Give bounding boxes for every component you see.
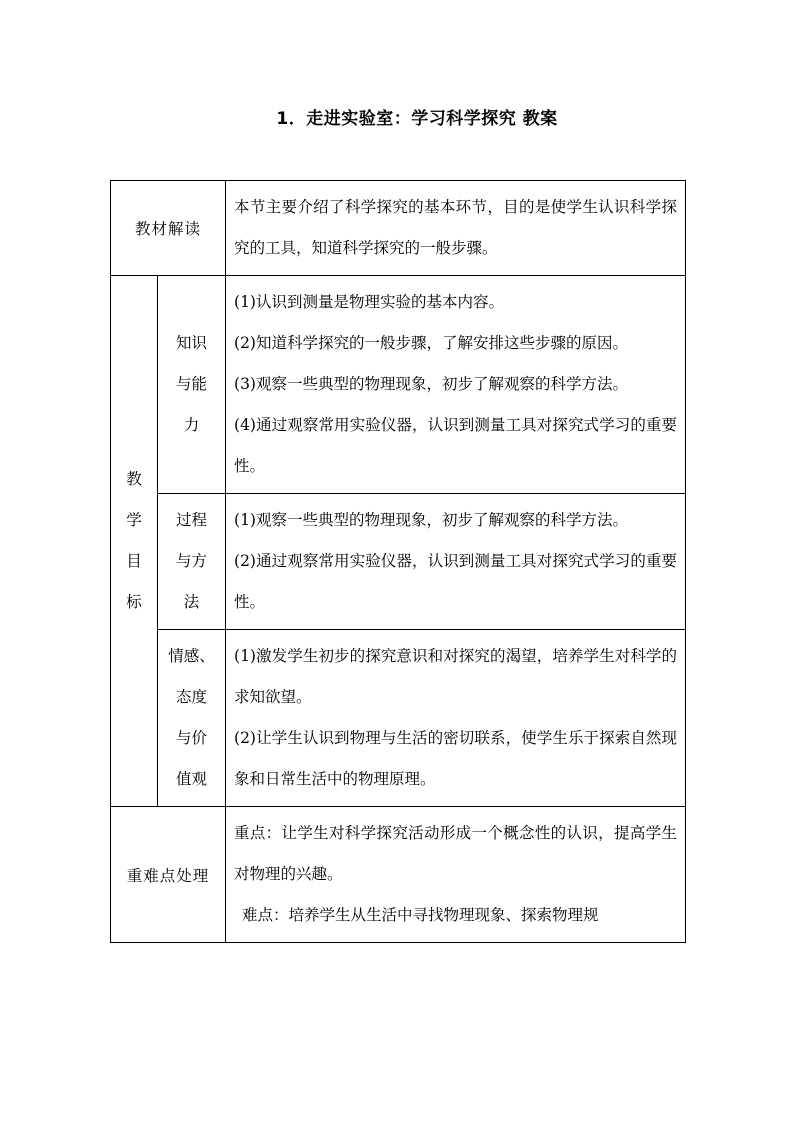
textbook-label: 教材解读 (111, 181, 226, 276)
textbook-content (226, 181, 686, 276)
objectives-label-char: 学 (126, 511, 142, 529)
row-textbook (111, 181, 686, 276)
lesson-plan-table (110, 180, 686, 943)
key-points-content (226, 807, 686, 943)
process-item: (1)观察一些典型的物理现象，初步了解观察的科学方法。 (234, 511, 628, 529)
row-key-points (111, 807, 686, 943)
process-label-line: 过程 (176, 511, 208, 529)
emotion-label (158, 630, 226, 807)
row-knowledge (111, 276, 686, 494)
key-points-label: 重难点处理 (111, 807, 226, 943)
emotion-label-line: 情感、 (168, 647, 215, 665)
emotion-label-line: 值观 (176, 770, 208, 788)
emotion-item: (1)激发学生初步的探究意识和对探究的渴望，培养学生对科学的求知欲望。 (234, 647, 678, 706)
knowledge-content (226, 276, 686, 494)
process-label-line: 法 (183, 593, 200, 611)
knowledge-item: (4)通过观察常用实验仪器，认识到测量工具对探究式学习的重要性。 (234, 416, 678, 475)
objectives-label-char: 教 (126, 470, 142, 488)
knowledge-item: (2)知道科学探究的一般步骤，了解安排这些步骤的原因。 (234, 334, 628, 352)
process-content (226, 494, 686, 630)
key-point-item: 难点：培养学生从生活中寻找物理现象、探索物理规 (242, 906, 599, 924)
page-title: 1．走进实验室：学习科学探究 教案 (276, 109, 558, 129)
objectives-label-char: 标 (126, 593, 142, 611)
emotion-content (226, 630, 686, 807)
emotion-item: (2)让学生认识到物理与生活的密切联系，使学生乐于探索自然现象和日常生活中的物理原理。 (234, 729, 678, 788)
knowledge-item: (1)认识到测量是物理实验的基本内容。 (234, 293, 504, 311)
process-label-line: 与方 (176, 552, 208, 570)
knowledge-label (158, 276, 226, 494)
objectives-label (111, 276, 158, 807)
objectives-label-char: 目 (126, 552, 142, 570)
emotion-label-line: 与价 (176, 729, 208, 747)
knowledge-label-line: 与能 (176, 375, 208, 393)
textbook-text: 本节主要介绍了科学探究的基本环节，目的是使学生认识科学探究的工具，知道科学探究的一般步骤。 (234, 198, 678, 257)
row-process (111, 494, 686, 630)
process-label (158, 494, 226, 630)
knowledge-label-line: 知识 (176, 334, 208, 352)
knowledge-item: (3)观察一些典型的物理现象，初步了解观察的科学方法。 (234, 375, 628, 393)
emotion-label-line: 态度 (176, 688, 208, 706)
process-item: (2)通过观察常用实验仪器，认识到测量工具对探究式学习的重要性。 (234, 552, 678, 611)
key-point-item: 重点：让学生对科学探究活动形成一个概念性的认识，提高学生对物理的兴趣。 (234, 824, 678, 883)
row-emotion (111, 630, 686, 807)
knowledge-label-line: 力 (183, 416, 200, 434)
